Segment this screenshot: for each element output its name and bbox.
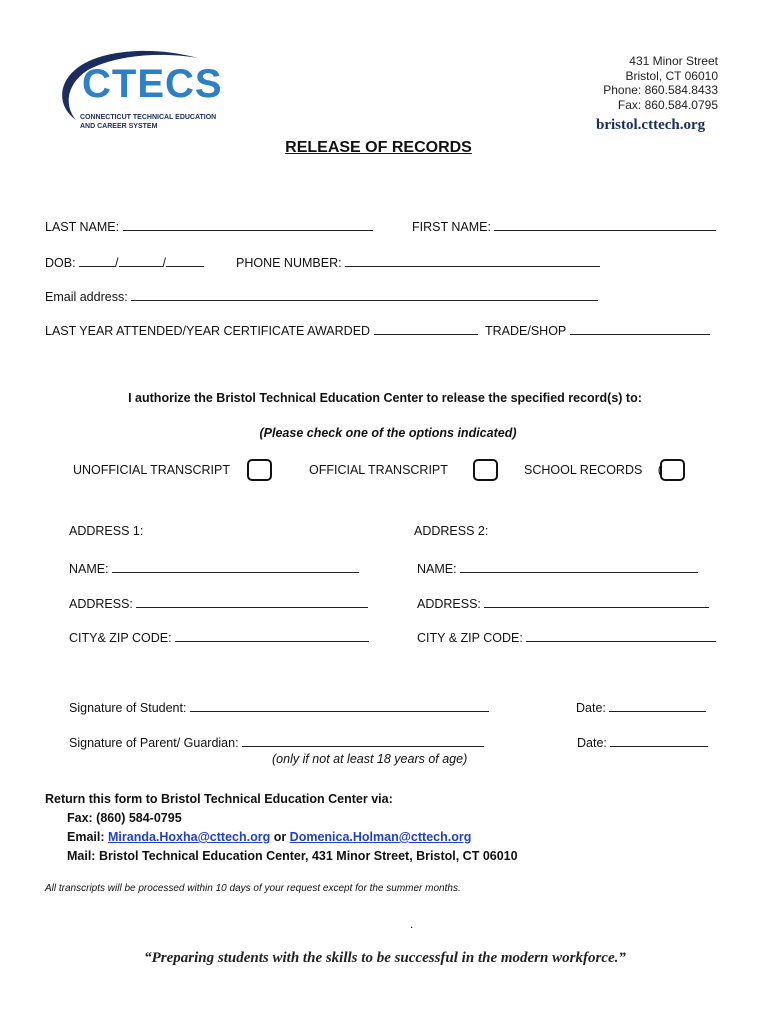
date-2-field[interactable]	[610, 733, 708, 747]
website-link[interactable]: bristol.cttech.org	[596, 117, 706, 133]
email-link-holman[interactable]: Domenica.Holman@cttech.org	[289, 830, 472, 844]
logo-text: CTECS	[82, 62, 223, 106]
date-1-label: Date:	[576, 701, 606, 715]
unofficial-transcript-option	[73, 459, 272, 481]
page-title: RELEASE OF RECORDS	[285, 139, 472, 156]
dob-day-field[interactable]	[119, 253, 163, 267]
address-2-city-row	[417, 628, 716, 645]
address-2-address-field[interactable]	[484, 594, 709, 608]
trade-row	[485, 321, 710, 338]
parent-signature-row	[69, 733, 484, 750]
address-2-header: ADDRESS 2:	[414, 524, 489, 538]
parent-signature-label: Signature of Parent/ Guardian:	[69, 736, 239, 750]
student-signature-label: Signature of Student:	[69, 701, 187, 715]
address-2-name-label: NAME:	[417, 562, 457, 576]
first-name-label: FIRST NAME:	[412, 220, 491, 234]
email-link-hoxha[interactable]: Miranda.Hoxha@cttech.org	[108, 830, 271, 844]
dob-separator: /	[162, 256, 167, 270]
date-2-label: Date:	[577, 736, 607, 750]
school-address-block	[603, 54, 718, 112]
return-or: or	[270, 830, 290, 844]
stray-dot: .	[410, 917, 414, 931]
address-1-city-row	[69, 628, 369, 645]
dob-label: DOB:	[45, 256, 76, 270]
return-email-label: Email:	[67, 830, 108, 844]
age-note: (only if not at least 18 years of age)	[272, 752, 468, 766]
address-2-name-field[interactable]	[460, 559, 698, 573]
address-2-city-field[interactable]	[526, 628, 716, 642]
official-transcript-label: OFFICIAL TRANSCRIPT	[309, 463, 448, 477]
last-year-field[interactable]	[374, 321, 478, 335]
return-info	[45, 790, 518, 866]
email-field[interactable]	[131, 287, 598, 301]
date-2-row	[577, 733, 708, 750]
return-email-line	[67, 828, 518, 847]
trade-shop-label: TRADE/SHOP	[485, 324, 567, 338]
phone-row	[236, 253, 600, 270]
motto: “Preparing students with the skills to be successful in the modern workforce.”	[144, 950, 626, 966]
address-2-city-label: CITY & ZIP CODE:	[417, 631, 523, 645]
school-records-option	[524, 459, 685, 481]
school-records-paren: (	[657, 463, 662, 477]
student-signature-row	[69, 698, 489, 715]
address-1-address-label: ADDRESS:	[69, 597, 133, 611]
student-signature-field[interactable]	[190, 698, 489, 712]
dob-year-field[interactable]	[166, 253, 204, 267]
date-1-row	[576, 698, 706, 715]
last-name-row	[45, 217, 373, 234]
first-name-field[interactable]	[494, 217, 716, 231]
unofficial-transcript-checkbox[interactable]	[247, 459, 272, 481]
phone-number: Phone: 860.584.8433	[603, 83, 718, 97]
fax-number: Fax: 860.584.0795	[617, 97, 718, 112]
dob-month-field[interactable]	[79, 253, 115, 267]
address-1-name-row	[69, 559, 359, 576]
return-mail: Mail: Bristol Technical Education Center, 431 Minor Street, Bristol, CT 06010	[67, 849, 518, 863]
first-name-row	[412, 217, 716, 234]
city-state-zip: Bristol, CT 06010	[625, 68, 718, 83]
processing-note: All transcripts will be processed within 10 days of your request except for the summer months.	[45, 883, 461, 894]
last-name-field[interactable]	[123, 217, 373, 231]
address-1-header: ADDRESS 1:	[69, 524, 144, 538]
unofficial-transcript-label: UNOFFICIAL TRANSCRIPT	[73, 463, 230, 477]
address-1-address-row	[69, 594, 368, 611]
last-name-label: LAST NAME:	[45, 220, 120, 234]
phone-number-field[interactable]	[345, 253, 600, 267]
last-year-label: LAST YEAR ATTENDED/YEAR CERTIFICATE AWARDED	[45, 324, 371, 338]
email-row	[45, 287, 598, 304]
trade-shop-field[interactable]	[570, 321, 710, 335]
address-1-city-label: CITY& ZIP CODE:	[69, 631, 172, 645]
address-2-address-label: ADDRESS:	[417, 597, 481, 611]
email-label: Email address:	[45, 290, 128, 304]
school-records-label: SCHOOL RECORDS	[524, 463, 643, 477]
logo-tagline-2: AND CAREER SYSTEM	[80, 123, 158, 130]
official-transcript-option	[309, 459, 498, 481]
logo-tagline-1: CONNECTICUT TECHNICAL EDUCATION	[80, 114, 217, 121]
address-1-name-label: NAME:	[69, 562, 109, 576]
last-year-row	[45, 321, 478, 338]
return-fax: Fax: (860) 584-0795	[67, 811, 182, 825]
address-1-address-field[interactable]	[136, 594, 368, 608]
address-1-city-field[interactable]	[175, 628, 369, 642]
parent-signature-field[interactable]	[242, 733, 484, 747]
street-address: 431 Minor Street	[629, 54, 718, 68]
ctecs-logo	[48, 48, 238, 138]
dob-row	[45, 253, 204, 270]
school-records-checkbox[interactable]	[657, 459, 685, 481]
phone-number-label: PHONE NUMBER:	[236, 256, 342, 270]
address-2-address-row	[417, 594, 709, 611]
address-1-name-field[interactable]	[112, 559, 359, 573]
address-2-name-row	[417, 559, 698, 576]
dob-separator: /	[115, 256, 119, 270]
check-note: (Please check one of the options indicated)	[259, 426, 517, 440]
return-heading: Return this form to Bristol Technical Education Center via:	[45, 792, 393, 806]
authorization-statement: I authorize the Bristol Technical Education Center to release the specified record(s) to:	[128, 391, 642, 405]
official-transcript-checkbox[interactable]	[473, 459, 498, 481]
date-1-field[interactable]	[609, 698, 706, 712]
